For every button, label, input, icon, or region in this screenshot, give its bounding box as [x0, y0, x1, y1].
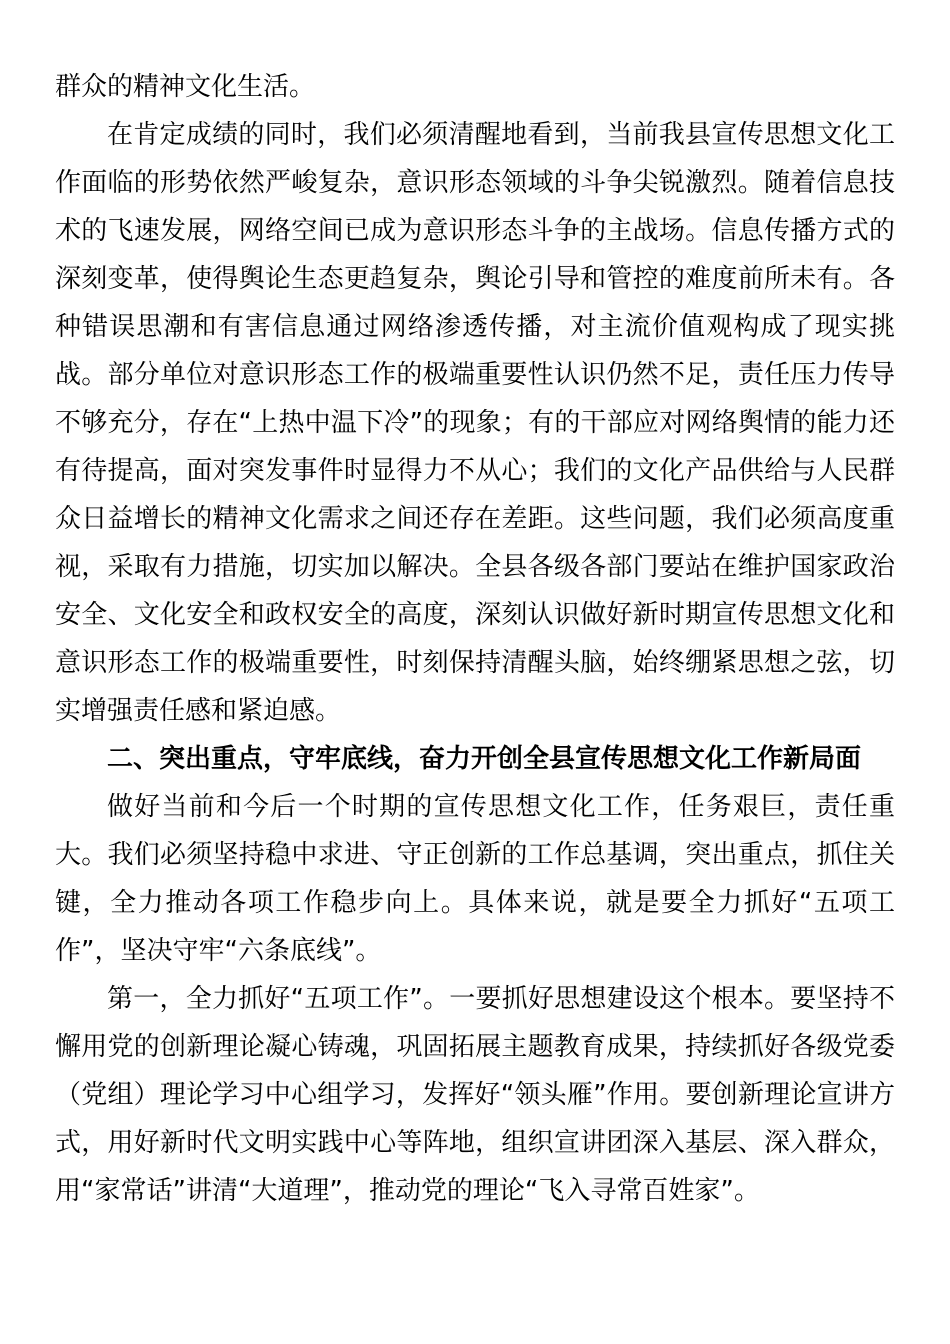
paragraph-first-task: 第一，全力抓好“五项工作”。一要抓好思想建设这个根本。要坚持不懈用党的创新理论凝心铸魂，巩固拓展主题教育成果，持续抓好各级党委（党组）理论学习中心组学习，发挥好“领头雁”作用。要创新理论宣讲方式，用好新时代文明实践中心等阵地，组织宣讲团深入基层、深入群众，用“家常话”讲清“大道理”，推动党的理论“飞入寻常百姓家”。 [55, 984, 895, 1206]
paragraph-overall-requirements: 做好当前和今后一个时期的宣传思想文化工作，任务艰巨，责任重大。我们必须坚持稳中求进、守正创新的工作总基调，突出重点，抓住关键，全力推动各项工作稳步向上。具体来说，就是要全力抓好“五项工作”，坚决守牢“六条底线”。 [55, 792, 895, 966]
section-heading: 二、突出重点，守牢底线，奋力开创全县宣传思想文化工作新局面 [107, 744, 862, 774]
paragraph-continuation: 群众的精神文化生活。 [55, 72, 316, 102]
paragraph-situation-analysis: 在肯定成绩的同时，我们必须清醒地看到，当前我县宣传思想文化工作面临的形势依然严峻复杂，意识形态领域的斗争尖锐激烈。随着信息技术的飞速发展，网络空间已成为意识形态斗争的主战场。信息传播方式的深刻变革，使得舆论生态更趋复杂，舆论引导和管控的难度前所未有。各种错误思潮和有害信息通过网络渗透传播，对主流价值观构成了现实挑战。部分单位对意识形态工作的极端重要性认识仍然不足，责任压力传导不够充分，存在“上热中温下冷”的现象；有的干部应对网络舆情的能力还有待提高，面对突发事件时显得力不从心；我们的文化产品供给与人民群众日益增长的精神文化需求之间还存在差距。这些问题，我们必须高度重视，采取有力措施，切实加以解决。全县各级各部门要站在维护国家政治安全、文化安全和政权安全的高度，深刻认识做好新时期宣传思想文化和意识形态工作的极端重要性，时刻保持清醒头脑，始终绷紧思想之弦，切实增强责任感和紧迫感。 [55, 120, 895, 726]
